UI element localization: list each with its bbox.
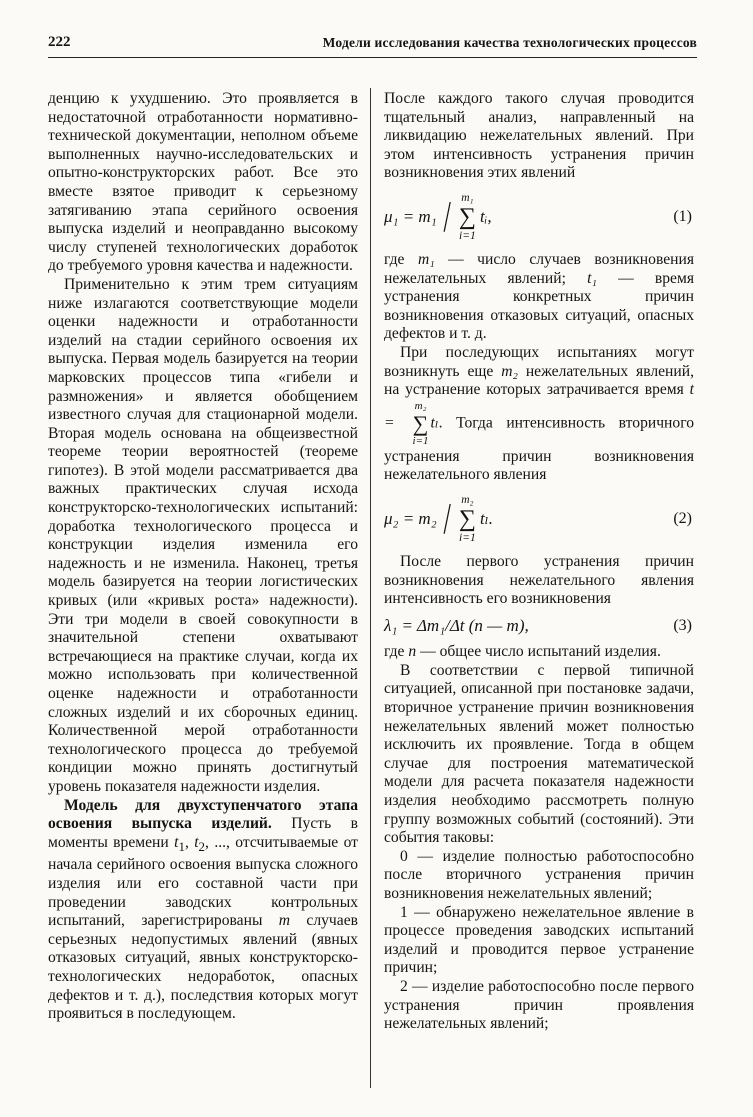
paragraph: После каждого такого случая проводится тщательный анализ, направленный на ликвидацию нежелательных явлений. При этом интенсивность устранения причин возникновения этих явлений [384,90,694,182]
math-var: m [278,912,291,930]
sigma-symbol: ∑ [458,505,476,532]
formula-lhs: μ₂ = m₂ [384,508,437,528]
event-item: 0 — изделие полностью работоспособно после вторичного устранения причин возникновения нежелательных явлений; [384,847,694,902]
math-var: m₂ [501,362,518,380]
text-run: нежелательных явлений, на устранение которых затрачивается время [384,362,694,399]
right-column [384,90,694,1034]
equation-number: (3) [673,616,692,634]
sum-lower: i=1 [459,229,476,242]
math-var: t = [384,381,694,432]
formula-lhs: μ₁ = m₁ [384,206,437,226]
text-run: — число случаев возникновения нежелательных явлений; [384,250,695,287]
text-run: случаев серьезных недопустимых явлений (явных отказовых ситуаций, явных конструкторско-технологических недоработок, опасных дефектов и т. д.), последствия которых могут проявиться в последующем. [48,912,358,1023]
text-run: , ..., отсчитываемые от начала серийного освоения выпуска сложного изделия или его составной части при проведении заводских контрольных испытаний, зарегистрированы [48,833,358,930]
text-run: — время устранения конкретных причин возникновения отказовых ситуаций, опасных дефектов и т. д. [384,269,694,343]
math-var: tₗ [430,414,439,432]
event-item: 2 — изделие работоспособно после первого устранения причин проявления нежелательных явлений; [384,977,694,1033]
sum-lower: i=1 [412,434,429,447]
text-run: При последующих испытаниях могут возникнуть еще [384,343,694,380]
fraction-slash: / [443,493,451,543]
sigma-symbol: ∑ [458,203,476,230]
event-item: 1 — обнаружено нежелательное явление в процессе проведения заводских испытаний изделий и проводится первое устранение причин; [384,903,694,977]
paragraph: Применительно к этим трем ситуациям ниже излагаются соответствующие модели оценки надежности и отработанности изделий на стадии серийного освоения их выпуска. Первая модель базируется на теории марковских процессов типа «гибели и размножения» и является обобщением известного случая для стационарной модели. Вторая модель основана на общеизвестной теореме теории вероятностей (теореме гипотез). В этой модели рассматривается два важных практических случая исхода конструкторско-технологических испытаний: доработка технологического процесса и конструкции изделия изменила его надежность и не изменила. Наконец, третья модель базируется на теории логистических кривых (или «кривых роста» надежности). Эти три модели в своей совокупности в значительной степени охватывают встречающиеся на практике случаи, когда их можно использовать при количественной оценке надежности и отработанности сложных изделий и их сборочных единиц. Количественной мерой отработанности технологического процесса до требуемой кондиции можно принять достигнутый уровень показателя надежности изделия. [48,275,358,795]
sum-upper: m₂ [461,493,474,506]
formula-2 [384,493,694,545]
text-run: — общее число испытаний изделия. [416,643,661,661]
sigma-symbol: ∑ [412,410,429,436]
sum-upper: m₁ [461,191,474,204]
fraction-slash: / [443,191,451,241]
math-sub: 2 [198,838,206,854]
running-title: Модели исследования качества технологических процессов [322,35,697,50]
math-var: t₁ [587,269,597,287]
paragraph: После первого устранения причин возникновения нежелательного явления интенсивность его возникновения [384,552,694,608]
sum-operator [397,400,429,448]
paragraph [384,344,694,485]
formula-1 [384,191,694,243]
paragraph [384,643,694,662]
text-run: Пусть в моменты времени [48,815,358,851]
text-run: , [184,833,195,851]
math-sub: 1 [178,838,185,854]
equation-number: (1) [673,207,692,225]
formula-body: λ₁ = Δm₁/Δt (n — m), [384,615,529,635]
sum-lower: i=1 [459,531,476,544]
formula-term: tₗ. [479,508,494,528]
section-heading: Модель для двухступенчатого этапа освоения выпуска изделий. [48,796,358,833]
math-var: t [194,833,199,851]
sum-upper: m₂ [414,399,427,412]
text-run: где [384,250,418,268]
page-number: 222 [48,34,71,50]
paragraph: В соответствии с первой типичной ситуацией, описанной при постановке задачи, вторичное устранение причин возникновения нежелательных явлений может полностью исключить их проявление. Тогда в общем случае для построения математической модели для расчета показателя надежности изделия необходимо рассмотреть полную группу возможных событий (состояний). Эти события таковы: [384,661,694,847]
text-run: . Тогда интенсивность вторичного устранения причин возникновения нежелательного явления [384,414,694,484]
text-run: где [384,643,409,661]
paragraph [384,251,694,344]
equation-number: (2) [673,509,692,527]
math-var: n [408,643,417,661]
sum-operator [459,191,476,243]
formula-3 [384,617,694,636]
paragraph [48,797,358,1024]
running-header [48,30,697,58]
sum-operator [459,493,476,545]
math-var: m₁ [417,250,435,268]
left-column [48,90,358,1024]
formula-term: tᵢ, [479,206,492,226]
column-divider [370,88,371,1088]
math-var: t [174,833,179,851]
paragraph: денцию к ухудшению. Это проявляется в недостаточной отработанности нормативно-технической документации, неполном объеме выполненных научно-исследовательских и опытно-конструкторских работ. Все это вместе взятое приводит к серьезному затягиванию этапа серийного освоения выпуска изделий и неоправданно высокому числу ступеней технологических доработок до требуемого уровня качества и надежности. [48,90,358,275]
